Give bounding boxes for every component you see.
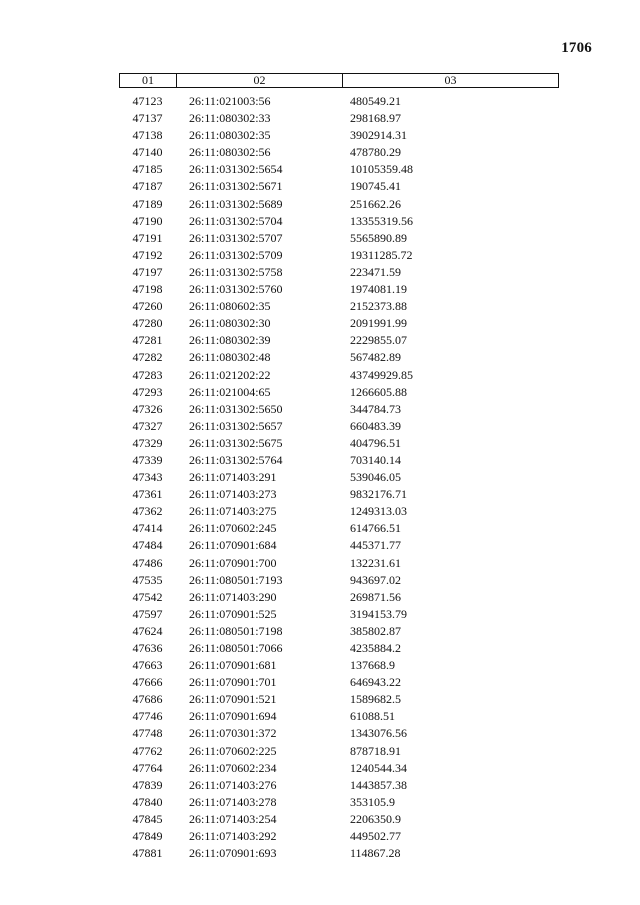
cell-cadastral-number: 26:11:071403:291 xyxy=(189,470,277,485)
cell-value: 1249313.03 xyxy=(350,504,407,519)
table-row xyxy=(119,589,559,606)
cell-cadastral-number: 26:11:070901:694 xyxy=(189,709,277,724)
table-row xyxy=(119,349,559,366)
cell-id: 47624 xyxy=(132,623,163,638)
table-row xyxy=(119,555,559,572)
table-body xyxy=(119,93,559,862)
cell-value: 9832176.71 xyxy=(350,487,407,502)
cell-id: 47845 xyxy=(132,811,163,826)
cell-value: 1974081.19 xyxy=(350,282,407,297)
table-row xyxy=(119,674,559,691)
table-row xyxy=(119,401,559,418)
cell-value: 660483.39 xyxy=(350,418,401,433)
table-row xyxy=(119,178,559,195)
table-row xyxy=(119,606,559,623)
cell-cadastral-number: 26:11:070901:684 xyxy=(189,538,277,553)
cell-id: 47343 xyxy=(132,470,163,485)
cell-id: 47636 xyxy=(132,641,163,655)
cell-value: 137668.9 xyxy=(350,658,395,673)
cell-cadastral-number: 26:11:031302:5709 xyxy=(189,247,283,262)
cell-value: 2206350.9 xyxy=(350,811,401,826)
cell-cadastral-number: 26:11:080302:39 xyxy=(189,333,271,348)
table-row xyxy=(119,743,559,760)
cell-value: 478780.29 xyxy=(350,145,401,160)
table-row xyxy=(119,503,559,520)
cell-id: 47281 xyxy=(132,333,163,348)
cell-cadastral-number: 26:11:080501:7198 xyxy=(189,623,283,638)
cell-cadastral-number: 26:11:070602:245 xyxy=(189,521,277,536)
cell-id: 47280 xyxy=(132,316,163,331)
cell-cadastral-number: 26:11:070301:372 xyxy=(189,726,277,741)
cell-cadastral-number: 26:11:031302:5675 xyxy=(189,435,283,450)
table-row xyxy=(119,196,559,213)
cell-value: 13355319.56 xyxy=(350,213,413,228)
cell-value: 3902914.31 xyxy=(350,128,407,143)
cell-cadastral-number: 26:11:080302:30 xyxy=(189,316,271,331)
cell-id: 47260 xyxy=(132,299,163,314)
cell-value: 943697.02 xyxy=(350,572,401,587)
table-row xyxy=(119,794,559,811)
cell-value: 114867.28 xyxy=(350,846,401,861)
cell-value: 404796.51 xyxy=(350,435,401,450)
cell-cadastral-number: 26:11:070602:234 xyxy=(189,760,277,775)
cell-value: 4235884.2 xyxy=(350,641,401,655)
cell-cadastral-number: 26:11:031302:5758 xyxy=(189,264,283,279)
cell-value: 2152373.88 xyxy=(350,299,407,314)
table-row xyxy=(119,811,559,828)
cell-id: 47283 xyxy=(132,367,163,382)
cell-cadastral-number: 26:11:070602:225 xyxy=(189,743,277,758)
cell-cadastral-number: 26:11:031302:5704 xyxy=(189,213,283,228)
cell-cadastral-number: 26:11:071403:275 xyxy=(189,504,277,519)
cell-cadastral-number: 26:11:071403:290 xyxy=(189,589,277,604)
cell-id: 47123 xyxy=(132,94,163,108)
table-row xyxy=(119,537,559,554)
cell-id: 47138 xyxy=(132,128,163,143)
cell-value: 878718.91 xyxy=(350,743,401,758)
cell-value: 10105359.48 xyxy=(350,162,413,177)
cell-value: 385802.87 xyxy=(350,623,401,638)
cell-id: 47663 xyxy=(132,658,163,673)
cell-cadastral-number: 26:11:080501:7066 xyxy=(189,641,283,655)
table-row xyxy=(119,315,559,332)
table-row xyxy=(119,640,559,657)
cell-cadastral-number: 26:11:071403:292 xyxy=(189,829,277,844)
cell-id: 47597 xyxy=(132,606,163,621)
cell-value: 19311285.72 xyxy=(350,247,413,262)
cell-value: 61088.51 xyxy=(350,709,395,724)
cell-cadastral-number: 26:11:021003:56 xyxy=(189,94,271,108)
table-row xyxy=(119,127,559,144)
cell-value: 223471.59 xyxy=(350,264,401,279)
cell-cadastral-number: 26:11:031302:5689 xyxy=(189,196,283,211)
table-header xyxy=(119,73,559,88)
cell-value: 1240544.34 xyxy=(350,760,407,775)
cell-id: 47881 xyxy=(132,846,163,861)
table-row xyxy=(119,384,559,401)
table-row xyxy=(119,161,559,178)
cell-value: 445371.77 xyxy=(350,538,401,553)
cell-cadastral-number: 26:11:031302:5760 xyxy=(189,282,283,297)
cell-id: 47192 xyxy=(132,247,163,262)
table-row xyxy=(119,144,559,161)
cell-id: 47293 xyxy=(132,384,163,399)
cell-id: 47327 xyxy=(132,418,163,433)
cell-id: 47414 xyxy=(132,521,163,536)
cell-value: 3194153.79 xyxy=(350,606,407,621)
cell-value: 646943.22 xyxy=(350,675,401,690)
cell-id: 47849 xyxy=(132,829,163,844)
cell-value: 1443857.38 xyxy=(350,777,407,792)
cell-cadastral-number: 26:11:031302:5657 xyxy=(189,418,283,433)
cell-cadastral-number: 26:11:031302:5707 xyxy=(189,230,283,245)
cell-cadastral-number: 26:11:070901:525 xyxy=(189,606,277,621)
table-row xyxy=(119,367,559,384)
cell-value: 5565890.89 xyxy=(350,230,407,245)
cell-cadastral-number: 26:11:070901:681 xyxy=(189,658,277,673)
cell-id: 47329 xyxy=(132,435,163,450)
cell-value: 539046.05 xyxy=(350,470,401,485)
cell-value: 43749929.85 xyxy=(350,367,413,382)
table-row xyxy=(119,725,559,742)
cell-value: 251662.26 xyxy=(350,196,401,211)
cell-cadastral-number: 26:11:071403:278 xyxy=(189,794,277,809)
cell-value: 2091991.99 xyxy=(350,316,407,331)
cell-id: 47839 xyxy=(132,777,163,792)
cell-cadastral-number: 26:11:031302:5650 xyxy=(189,401,283,416)
cell-cadastral-number: 26:11:080302:33 xyxy=(189,111,271,126)
cell-cadastral-number: 26:11:021202:22 xyxy=(189,367,271,382)
cell-id: 47764 xyxy=(132,760,163,775)
cell-id: 47191 xyxy=(132,230,163,245)
table-row xyxy=(119,110,559,127)
cell-id: 47666 xyxy=(132,675,163,690)
cell-id: 47748 xyxy=(132,726,163,741)
cell-value: 353105.9 xyxy=(350,794,395,809)
cell-cadastral-number: 26:11:031302:5654 xyxy=(189,162,283,177)
cell-id: 47190 xyxy=(132,213,163,228)
cell-cadastral-number: 26:11:080602:35 xyxy=(189,299,271,314)
cell-cadastral-number: 26:11:031302:5764 xyxy=(189,452,283,467)
table-row xyxy=(119,247,559,264)
table-row xyxy=(119,332,559,349)
cell-id: 47362 xyxy=(132,504,163,519)
cell-id: 47198 xyxy=(132,282,163,297)
cell-value: 344784.73 xyxy=(350,401,401,416)
cell-id: 47185 xyxy=(132,162,163,177)
cell-cadastral-number: 26:11:080501:7193 xyxy=(189,572,283,587)
table-row xyxy=(119,213,559,230)
cell-id: 47840 xyxy=(132,794,163,809)
cell-id: 47542 xyxy=(132,589,163,604)
cell-cadastral-number: 26:11:080302:48 xyxy=(189,350,271,365)
table-row xyxy=(119,264,559,281)
table-row xyxy=(119,828,559,845)
cell-value: 614766.51 xyxy=(350,521,401,536)
table-row xyxy=(119,657,559,674)
cell-id: 47486 xyxy=(132,555,163,570)
cell-value: 480549.21 xyxy=(350,94,401,108)
table-row xyxy=(119,469,559,486)
cell-value: 132231.61 xyxy=(350,555,401,570)
table-row xyxy=(119,572,559,589)
cell-cadastral-number: 26:11:071403:254 xyxy=(189,811,277,826)
cell-value: 1589682.5 xyxy=(350,692,401,707)
table-row xyxy=(119,281,559,298)
column-header-02: 02 xyxy=(177,74,343,87)
cell-id: 47686 xyxy=(132,692,163,707)
cell-value: 1343076.56 xyxy=(350,726,407,741)
cell-id: 47762 xyxy=(132,743,163,758)
cell-id: 47197 xyxy=(132,264,163,279)
cell-cadastral-number: 26:11:080302:56 xyxy=(189,145,271,160)
cell-value: 298168.97 xyxy=(350,111,401,126)
table-row xyxy=(119,760,559,777)
cell-value: 449502.77 xyxy=(350,829,401,844)
cell-id: 47189 xyxy=(132,196,163,211)
table-row xyxy=(119,298,559,315)
table-row xyxy=(119,435,559,452)
table-row xyxy=(119,623,559,640)
cell-id: 47282 xyxy=(132,350,163,365)
cell-id: 47746 xyxy=(132,709,163,724)
table-row xyxy=(119,708,559,725)
cell-cadastral-number: 26:11:070901:521 xyxy=(189,692,277,707)
cell-id: 47187 xyxy=(132,179,163,194)
cell-cadastral-number: 26:11:031302:5671 xyxy=(189,179,283,194)
cell-value: 190745.41 xyxy=(350,179,401,194)
cell-cadastral-number: 26:11:071403:276 xyxy=(189,777,277,792)
table-row xyxy=(119,691,559,708)
table-row xyxy=(119,230,559,247)
cell-value: 1266605.88 xyxy=(350,384,407,399)
table-row xyxy=(119,452,559,469)
cell-value: 567482.89 xyxy=(350,350,401,365)
cell-cadastral-number: 26:11:070901:701 xyxy=(189,675,277,690)
cell-cadastral-number: 26:11:070901:693 xyxy=(189,846,277,861)
table-row xyxy=(119,486,559,503)
page-number: 1706 xyxy=(561,40,592,56)
cell-id: 47339 xyxy=(132,452,163,467)
cell-id: 47137 xyxy=(132,111,163,126)
table-row xyxy=(119,777,559,794)
table-row xyxy=(119,93,559,110)
cell-cadastral-number: 26:11:070901:700 xyxy=(189,555,277,570)
table-row xyxy=(119,418,559,435)
cell-id: 47484 xyxy=(132,538,163,553)
cell-id: 47140 xyxy=(132,145,163,160)
cell-cadastral-number: 26:11:080302:35 xyxy=(189,128,271,143)
cell-value: 2229855.07 xyxy=(350,333,407,348)
column-header-01: 01 xyxy=(120,74,177,87)
table-row xyxy=(119,845,559,862)
table-row xyxy=(119,520,559,537)
cell-id: 47361 xyxy=(132,487,163,502)
cell-cadastral-number: 26:11:071403:273 xyxy=(189,487,277,502)
cell-id: 47535 xyxy=(132,572,163,587)
cell-value: 703140.14 xyxy=(350,452,401,467)
cell-id: 47326 xyxy=(132,401,163,416)
column-header-03: 03 xyxy=(444,73,457,87)
cell-cadastral-number: 26:11:021004:65 xyxy=(189,384,271,399)
cell-value: 269871.56 xyxy=(350,589,401,604)
